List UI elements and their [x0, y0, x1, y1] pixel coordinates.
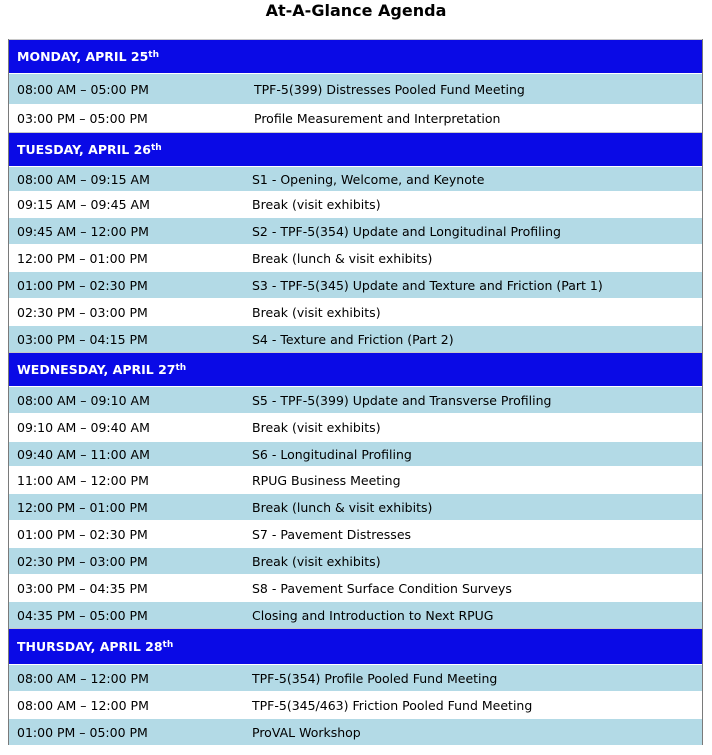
day-header-wednesday	[9, 352, 702, 386]
session-title: S3 - TPF-5(345) Update and Texture and Friction (Part 1)	[252, 277, 603, 293]
session-title: Profile Measurement and Interpretation	[254, 111, 501, 126]
session-title: S7 - Pavement Distresses	[252, 526, 412, 542]
session-time: 03:00 PM – 05:00 PM	[17, 111, 148, 126]
session-title: Break (lunch & visit exhibits)	[252, 250, 433, 266]
table-row	[9, 191, 702, 217]
session-time: 12:00 PM – 01:00 PM	[17, 499, 148, 515]
day-ordinal-suffix: th	[150, 142, 162, 153]
table-row	[9, 386, 702, 413]
day-ordinal-suffix: th	[175, 362, 187, 373]
table-row	[9, 73, 702, 104]
session-time: 09:10 AM – 09:40 AM	[17, 420, 150, 435]
session-title: TPF-5(399) Distresses Pooled Fund Meeting	[254, 81, 525, 97]
session-title: TPF-5(345/463) Friction Pooled Fund Meeting	[252, 697, 533, 713]
session-title: S4 - Texture and Friction (Part 2)	[252, 331, 454, 347]
session-title: S5 - TPF-5(399) Update and Transverse Profiling	[252, 392, 552, 408]
table-row	[9, 601, 702, 628]
session-title: S6 - Longitudinal Profiling	[252, 446, 412, 462]
session-title: Break (visit exhibits)	[252, 420, 381, 435]
table-row	[9, 166, 702, 191]
session-title: Closing and Introduction to Next RPUG	[252, 607, 494, 623]
session-title: RPUG Business Meeting	[252, 472, 401, 488]
session-title: S1 - Opening, Welcome, and Keynote	[252, 171, 485, 187]
table-row	[9, 691, 702, 718]
session-time: 11:00 AM – 12:00 PM	[17, 472, 149, 488]
table-row	[9, 413, 702, 441]
session-time: 09:15 AM – 09:45 AM	[17, 197, 150, 212]
session-time: 04:35 PM – 05:00 PM	[17, 607, 148, 623]
table-row	[9, 104, 702, 132]
session-time: 12:00 PM – 01:00 PM	[17, 250, 148, 266]
session-title: Break (visit exhibits)	[252, 304, 381, 320]
session-time: 09:40 AM – 11:00 AM	[17, 446, 150, 462]
agenda-table	[8, 39, 703, 745]
session-time: 03:00 PM – 04:35 PM	[17, 580, 148, 596]
day-header-tuesday	[9, 132, 702, 166]
session-title: Break (lunch & visit exhibits)	[252, 499, 433, 515]
session-title: S2 - TPF-5(354) Update and Longitudinal Profiling	[252, 223, 561, 239]
table-row	[9, 664, 702, 691]
day-label: TUESDAY, APRIL 26	[17, 142, 151, 157]
session-time: 01:00 PM – 05:00 PM	[17, 724, 148, 740]
table-row	[9, 298, 702, 325]
table-row	[9, 271, 702, 298]
table-row	[9, 520, 702, 547]
page-title: At-A-Glance Agenda	[265, 1, 447, 20]
day-label: WEDNESDAY, APRIL 27	[17, 362, 176, 377]
table-row	[9, 493, 702, 520]
session-time: 08:00 AM – 12:00 PM	[17, 697, 149, 713]
table-row	[9, 325, 702, 352]
day-header-thursday	[9, 628, 702, 664]
session-time: 01:00 PM – 02:30 PM	[17, 277, 148, 293]
session-time: 02:30 PM – 03:00 PM	[17, 304, 148, 320]
session-title: ProVAL Workshop	[252, 724, 361, 740]
session-time: 08:00 AM – 09:10 AM	[17, 392, 150, 408]
session-time: 08:00 AM – 09:15 AM	[17, 171, 150, 187]
table-row	[9, 441, 702, 466]
table-row	[9, 718, 702, 745]
day-ordinal-suffix: th	[162, 639, 174, 650]
table-row	[9, 574, 702, 601]
session-title: Break (visit exhibits)	[252, 553, 381, 569]
session-time: 08:00 AM – 05:00 PM	[17, 81, 149, 97]
session-time: 08:00 AM – 12:00 PM	[17, 670, 149, 686]
session-title: TPF-5(354) Profile Pooled Fund Meeting	[252, 670, 498, 686]
table-row	[9, 547, 702, 574]
day-label: MONDAY, APRIL 25	[17, 49, 149, 64]
session-title: Break (visit exhibits)	[252, 197, 381, 212]
session-time: 01:00 PM – 02:30 PM	[17, 526, 148, 542]
table-row	[9, 466, 702, 493]
session-time: 03:00 PM – 04:15 PM	[17, 331, 148, 347]
day-header-monday	[9, 39, 702, 73]
table-row	[9, 217, 702, 244]
table-row	[9, 244, 702, 271]
session-time: 02:30 PM – 03:00 PM	[17, 553, 148, 569]
session-time: 09:45 AM – 12:00 PM	[17, 223, 149, 239]
session-title: S8 - Pavement Surface Condition Surveys	[252, 580, 512, 596]
day-ordinal-suffix: th	[148, 49, 160, 60]
day-label: THURSDAY, APRIL 28	[17, 639, 163, 654]
